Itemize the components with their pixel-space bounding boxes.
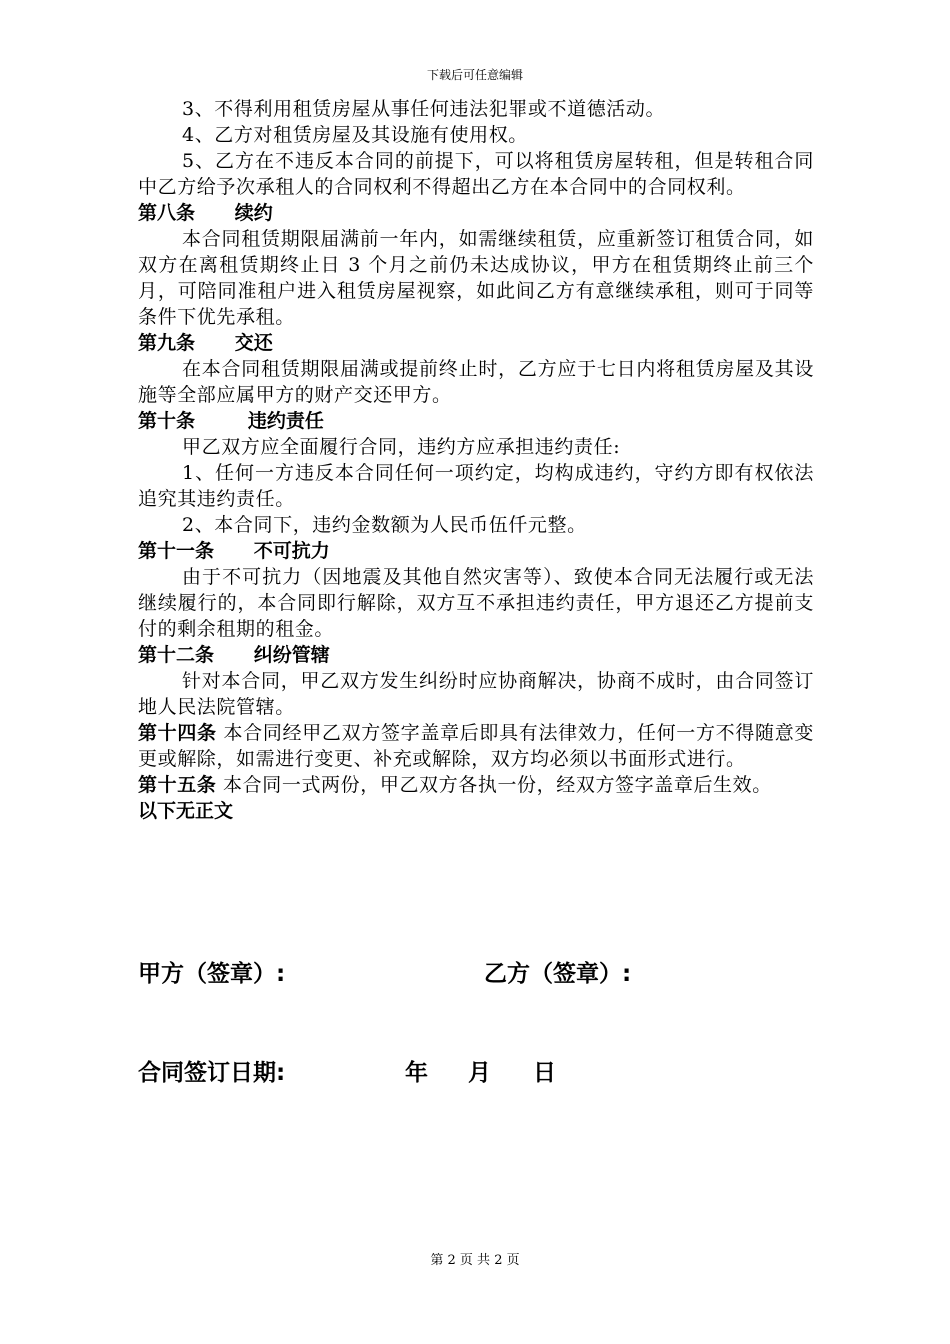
signing-date-label: 合同签订日期:: [138, 1060, 286, 1086]
contract-body: [138, 96, 814, 824]
party-b-signature-label: 乙方（签章）:: [484, 961, 632, 987]
date-day: 日: [533, 1060, 556, 1086]
article-9-body: 在本合同租赁期限届满或提前终止时，乙方应于七日内将租赁房屋及其设施等全部应属甲方的财产交还甲方。: [138, 358, 814, 406]
article-14-label: 第十四条: [138, 722, 217, 744]
clause-5: 5、乙方在不违反本合同的前提下，可以将租赁房屋转租，但是转租合同中乙方给予次承租人的合同权利不得超出乙方在本合同中的合同权利。: [138, 150, 814, 198]
date-year: 年: [405, 1060, 428, 1086]
clause-3: 3、不得利用租赁房屋从事任何违法犯罪或不道德活动。: [182, 98, 666, 120]
article-10-item-2: 2、本合同下，违约金数额为人民币伍仟元整。: [182, 514, 587, 536]
party-a-signature-label: 甲方（签章）:: [138, 961, 286, 987]
article-9-title: 第九条 交还: [138, 332, 273, 354]
article-12-body: 针对本合同，甲乙双方发生纠纷时应协商解决，协商不成时，由合同签订地人民法院管辖。: [138, 670, 814, 718]
page-footer: 第 2 页 共 2 页: [430, 1253, 520, 1268]
article-10-title: 第十条 违约责任: [138, 410, 324, 432]
article-15-label: 第十五条: [138, 774, 217, 796]
clause-4: 4、乙方对租赁房屋及其设施有使用权。: [182, 124, 528, 146]
article-14: [138, 720, 814, 772]
end-note: 以下无正文: [138, 800, 234, 822]
article-14-body: 本合同经甲乙双方签字盖章后即具有法律效力，任何一方不得随意变更或解除，如需进行变更、补充或解除，双方均必须以书面形式进行。: [138, 722, 814, 770]
article-8-title: 第八条 续约: [138, 202, 273, 224]
article-12-title: 第十二条 纠纷管辖: [138, 644, 330, 666]
article-15-body: 本合同一式两份，甲乙双方各执一份，经双方签字盖章后生效。: [216, 774, 772, 796]
article-11-body: 由于不可抗力（因地震及其他自然灾害等）、致使本合同无法履行或无法继续履行的，本合同即行解除，双方互不承担违约责任，甲方退还乙方提前支付的剩余租期的租金。: [138, 566, 814, 640]
date-month: 月: [468, 1060, 491, 1086]
article-10-item-1: 1、任何一方违反本合同任何一项约定，均构成违约，守约方即有权依法追究其违约责任。: [138, 462, 814, 510]
page-header: 下载后可任意编辑: [426, 68, 523, 82]
article-8-body: 本合同租赁期限届满前一年内，如需继续租赁，应重新签订租赁合同，如双方在离租赁期终止日 3 个月之前仍未达成协议，甲方在租赁期终止前三个月，可陪同准租户进入租赁房屋视察，如此间乙方有意继续承租，则可于同等条件下优先承租。: [138, 228, 814, 328]
article-15: [138, 772, 814, 798]
article-10-intro: 甲乙双方应全面履行合同，违约方应承担违约责任:: [182, 436, 621, 458]
article-11-title: 第十一条 不可抗力: [138, 540, 330, 562]
